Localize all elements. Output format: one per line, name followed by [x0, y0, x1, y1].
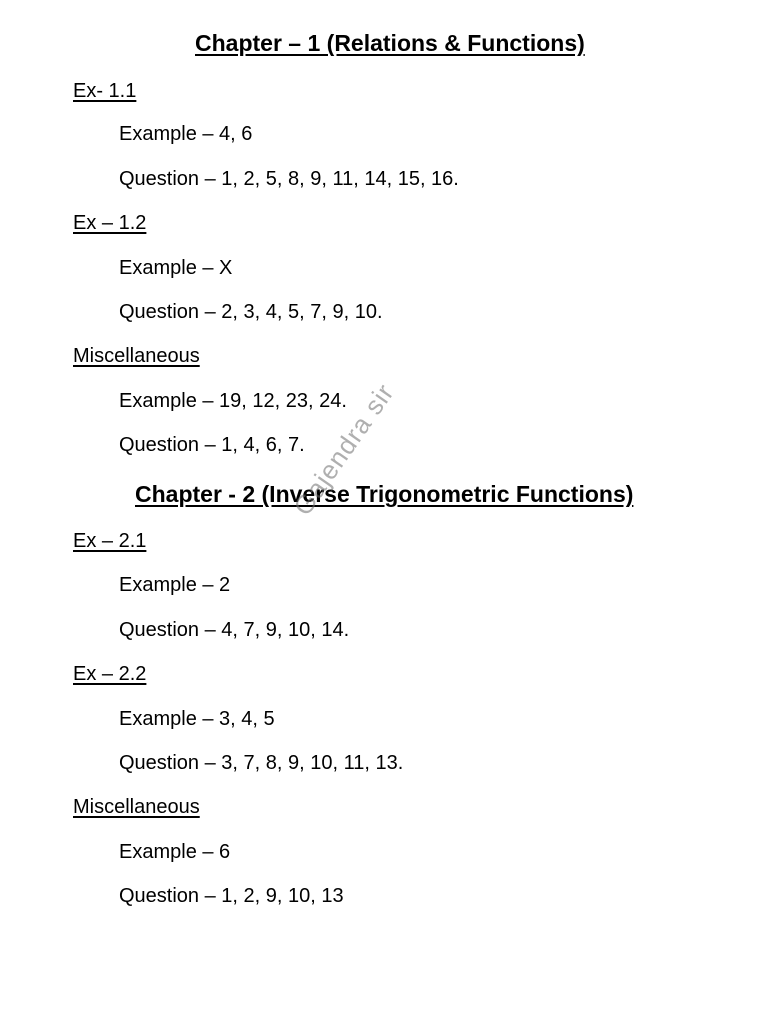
chapter-2-section-2-example: Example – 3, 4, 5 [119, 708, 275, 730]
chapter-1-section-1-example: Example – 4, 6 [119, 123, 253, 145]
watermark: Gajendra sir [287, 377, 400, 521]
chapter-1-section-3-example: Example – 19, 12, 23, 24. [119, 390, 347, 412]
chapter-1-section-3-heading: Miscellaneous [73, 345, 200, 367]
chapter-1-section-2-heading: Ex – 1.2 [73, 212, 147, 234]
chapter-2-title: Chapter - 2 (Inverse Trigonometric Functions) [135, 481, 634, 507]
chapter-2-section-3-example: Example – 6 [119, 841, 231, 863]
chapter-2-section-1-heading: Ex – 2.1 [73, 530, 147, 552]
chapter-1-title: Chapter – 1 (Relations & Functions) [195, 30, 585, 56]
chapter-2-section-2-heading: Ex – 2.2 [73, 663, 147, 685]
chapter-1-section-2-example: Example – X [119, 257, 233, 279]
chapter-1-section-3-question: Question – 1, 4, 6, 7. [119, 434, 305, 456]
chapter-2-section-3-question: Question – 1, 2, 9, 10, 13 [119, 885, 344, 907]
chapter-1-section-1-heading: Ex- 1.1 [73, 80, 137, 102]
chapter-2-section-1-question: Question – 4, 7, 9, 10, 14. [119, 619, 350, 641]
chapter-1-section-2-question: Question – 2, 3, 4, 5, 7, 9, 10. [119, 301, 383, 323]
chapter-1-section-1-question: Question – 1, 2, 5, 8, 9, 11, 14, 15, 16. [119, 168, 459, 190]
chapter-2-section-2-question: Question – 3, 7, 8, 9, 10, 11, 13. [119, 752, 404, 774]
chapter-2-section-3-heading: Miscellaneous [73, 796, 200, 818]
chapter-2-section-1-example: Example – 2 [119, 574, 231, 596]
